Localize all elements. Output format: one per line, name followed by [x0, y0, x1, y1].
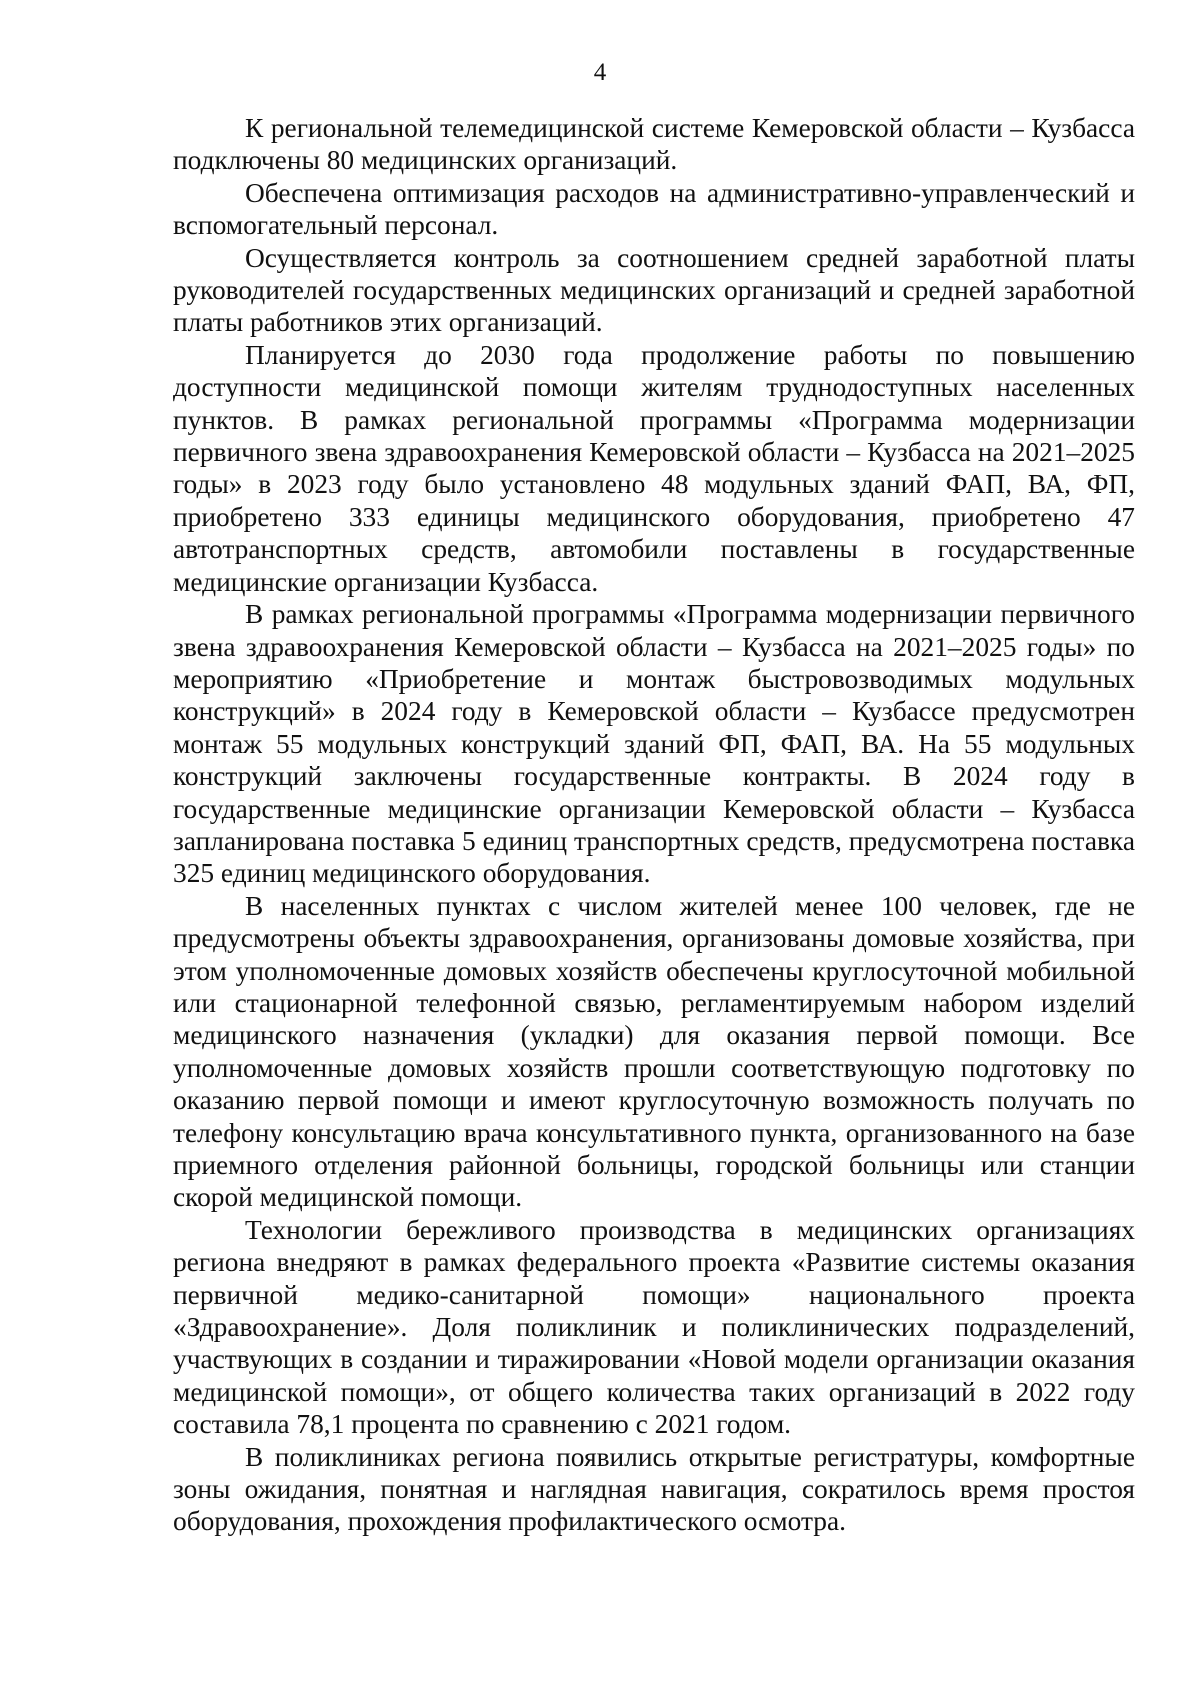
paragraph-modular-constructions: В рамках региональной программы «Программа модернизации первичного звена здравоохранения Кемеровской области – Кузбасса на 2021–2025 годы» по мероприятию «Приобретение и монтаж быстровозводимых модульных конструкций» в 2024 году в Кемеровской области – Кузбассе предусмотрен монтаж 55 модульных конструкций зданий ФП, ФАП, ВА. На 55 модульных конструкций заключены государственные контракты. В 2024 году в государственные медицинские организации Кемеровской области – Кузбасса запланирована поставка 5 единиц транспортных средств, предусмотрена поставка 325 единиц медицинского оборудования.	[173, 599, 1135, 889]
page-number: 4	[593, 59, 607, 86]
paragraph-cost-optimization: Обеспечена оптимизация расходов на административно-управленческий и вспомогательный персонал.	[173, 177, 1135, 241]
paragraph-households: В населенных пунктах с числом жителей менее 100 человек, где не предусмотрены объекты здравоохранения, организованы домовые хозяйства, при этом уполномоченные домовых хозяйств обеспечены круглосуточной мобильной или стационарной телефонной связью, регламентируемым набором изделий медицинского назначения (укладки) для оказания первой помощи. Все уполномоченные домовых хозяйств прошли соответствующую подготовку по оказанию первой помощи и имеют круглосуточную возможность получать по телефону консультацию врача консультативного пункта, организованного на базе приемного отделения районной больницы, городской больницы или станции скорой медицинской помощи.	[173, 890, 1135, 1213]
paragraph-polyclinics: В поликлиниках региона появились открытые регистратуры, комфортные зоны ожидания, понятная и наглядная навигация, сократилось время простоя оборудования, прохождения профилактического осмотра.	[173, 1441, 1135, 1537]
paragraph-telemedicine: К региональной телемедицинской системе Кемеровской области – Кузбасса подключены 80 медицинских организаций.	[173, 113, 1135, 176]
paragraph-salary-control: Осуществляется контроль за соотношением средней заработной платы руководителей государственных медицинских организаций и средней заработной платы работников этих организаций.	[173, 242, 1135, 338]
paragraph-accessibility-plan: Планируется до 2030 года продолжение работы по повышению доступности медицинской помощи жителям труднодоступных населенных пунктов. В рамках региональной программы «Программа модернизации первичного звена здравоохранения Кемеровской области – Кузбасса на 2021–2025 годы» в 2023 году было установлено 48 модульных зданий ФАП, ВА, ФП, приобретено 333 единицы медицинского оборудования, приобретено 47 автотранспортных средств, автомобили поставлены в государственные медицинские организации Кузбасса.	[173, 339, 1135, 597]
paragraph-lean-technologies: Технологии бережливого производства в медицинских организациях региона внедряют в рамках федерального проекта «Развитие системы оказания первичной медико-санитарной помощи» национального проекта «Здравоохранение». Доля поликлиник и поликлинических подразделений, участвующих в создании и тиражировании «Новой модели организации оказания медицинской помощи», от общего количества таких организаций в 2022 году составила 78,1 процента по сравнению с 2021 годом.	[173, 1214, 1135, 1440]
document-body	[173, 112, 1135, 1538]
